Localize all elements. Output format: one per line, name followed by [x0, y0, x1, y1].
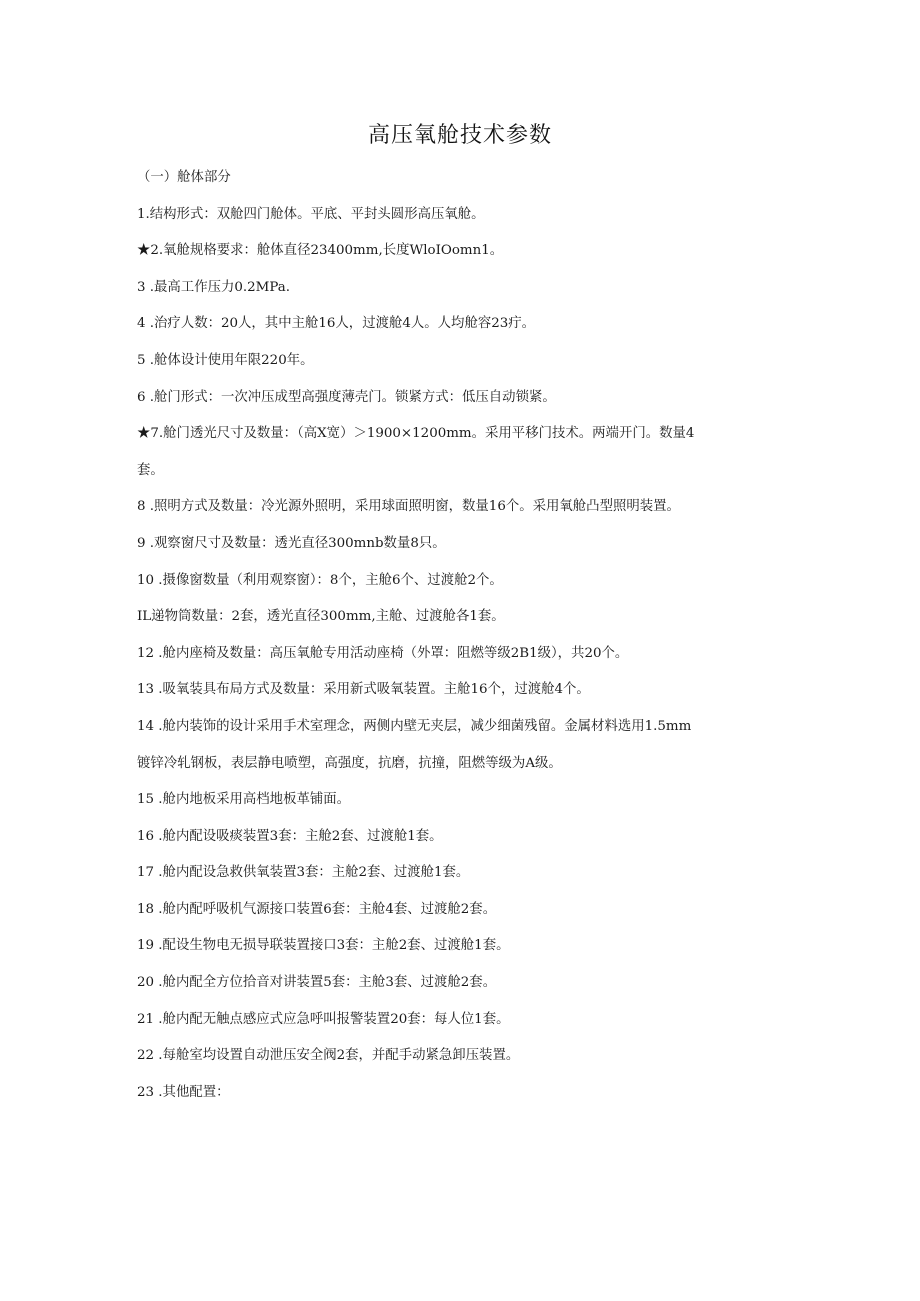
- paragraph-line: 1.结构形式：双舱四门舱体。平底、平封头圆形高压氧舱。: [137, 206, 485, 222]
- paragraph-line: 6 .舱门形式：一次冲压成型高强度薄壳门。锁紧方式：低压自动锁紧。: [137, 389, 556, 405]
- paragraph-line: 14 .舱内装饰的设计采用手术室理念，两侧内壁无夹层，减少细菌残留。金属材料选用1.5mm: [137, 718, 692, 734]
- paragraph-line: 12 .舱内座椅及数量：高压氧舱专用活动座椅（外罩：阻燃等级2B1级），共20个。: [137, 645, 629, 661]
- paragraph-line: 13 .吸氧装具布局方式及数量：采用新式吸氧装置。主舱16个，过渡舱4个。: [137, 682, 590, 698]
- paragraph-line: 22 .每舱室均设置自动泄压安全阀2套，并配手动紧急卸压装置。: [137, 1048, 520, 1064]
- paragraph-line: 9 .观察窗尺寸及数量：透光直径300mnb数量8只。: [137, 535, 446, 551]
- paragraph-line: 21 .舱内配无触点感应式应急呼叫报警装置20套：每人位1套。: [137, 1011, 510, 1027]
- section-heading: （一）舱体部分: [137, 170, 231, 185]
- paragraph-line: ★7.舱门透光尺寸及数量：（高X宽）＞1900×1200mm。采用平移门技术。两端开门。数量4: [137, 426, 695, 442]
- paragraph-line: 20 .舱内配全方位拾音对讲装置5套：主舱3套、过渡舱2套。: [137, 975, 497, 991]
- paragraph-line: 19 .配设生物电无损导联装置接口3套：主舱2套、过渡舱1套。: [137, 938, 510, 954]
- paragraph-line: 镀锌冷轧钢板，表层静电喷塑，高强度，抗磨，抗撞，阻燃等级为A级。: [137, 755, 562, 771]
- paragraph-line: 18 .舱内配呼吸机气源接口装置6套：主舱4套、过渡舱2套。: [137, 901, 497, 917]
- paragraph-line: 16 .舱内配设吸痰装置3套：主舱2套、过渡舱1套。: [137, 828, 443, 844]
- paragraph-line: 套。: [137, 462, 164, 478]
- document-body: [137, 160, 787, 1111]
- paragraph-line: 8 .照明方式及数量：冷光源外照明，采用球面照明窗，数量16个。采用氧舱凸型照明装置。: [137, 499, 680, 515]
- paragraph-line: IL递物筒数量：2套，透光直径300mm,主舱、过渡舱各1套。: [137, 609, 505, 625]
- paragraph-line: 5 .舱体设计使用年限220年。: [137, 352, 314, 368]
- document-title: 高压氧舱技术参数: [367, 123, 552, 148]
- paragraph-line: 17 .舱内配设急救供氧装置3套：主舱2套、过渡舱1套。: [137, 865, 470, 881]
- paragraph-line: 15 .舱内地板采用高档地板革铺面。: [137, 792, 351, 808]
- paragraph-line: 3 .最高工作压力0.2MPa.: [137, 279, 291, 295]
- paragraph-line: ★2.氧舱规格要求：舱体直径23400mm,长度WloIOomn1。: [137, 243, 504, 259]
- paragraph-line: 23 .其他配置：: [137, 1084, 230, 1100]
- paragraph-line: 10 .摄像窗数量（利用观察窗）：8个，主舱6个、过渡舱2个。: [137, 572, 503, 588]
- paragraph-line: 4 .治疗人数：20人，其中主舱16人，过渡舱4人。人均舱容23疔。: [137, 316, 536, 332]
